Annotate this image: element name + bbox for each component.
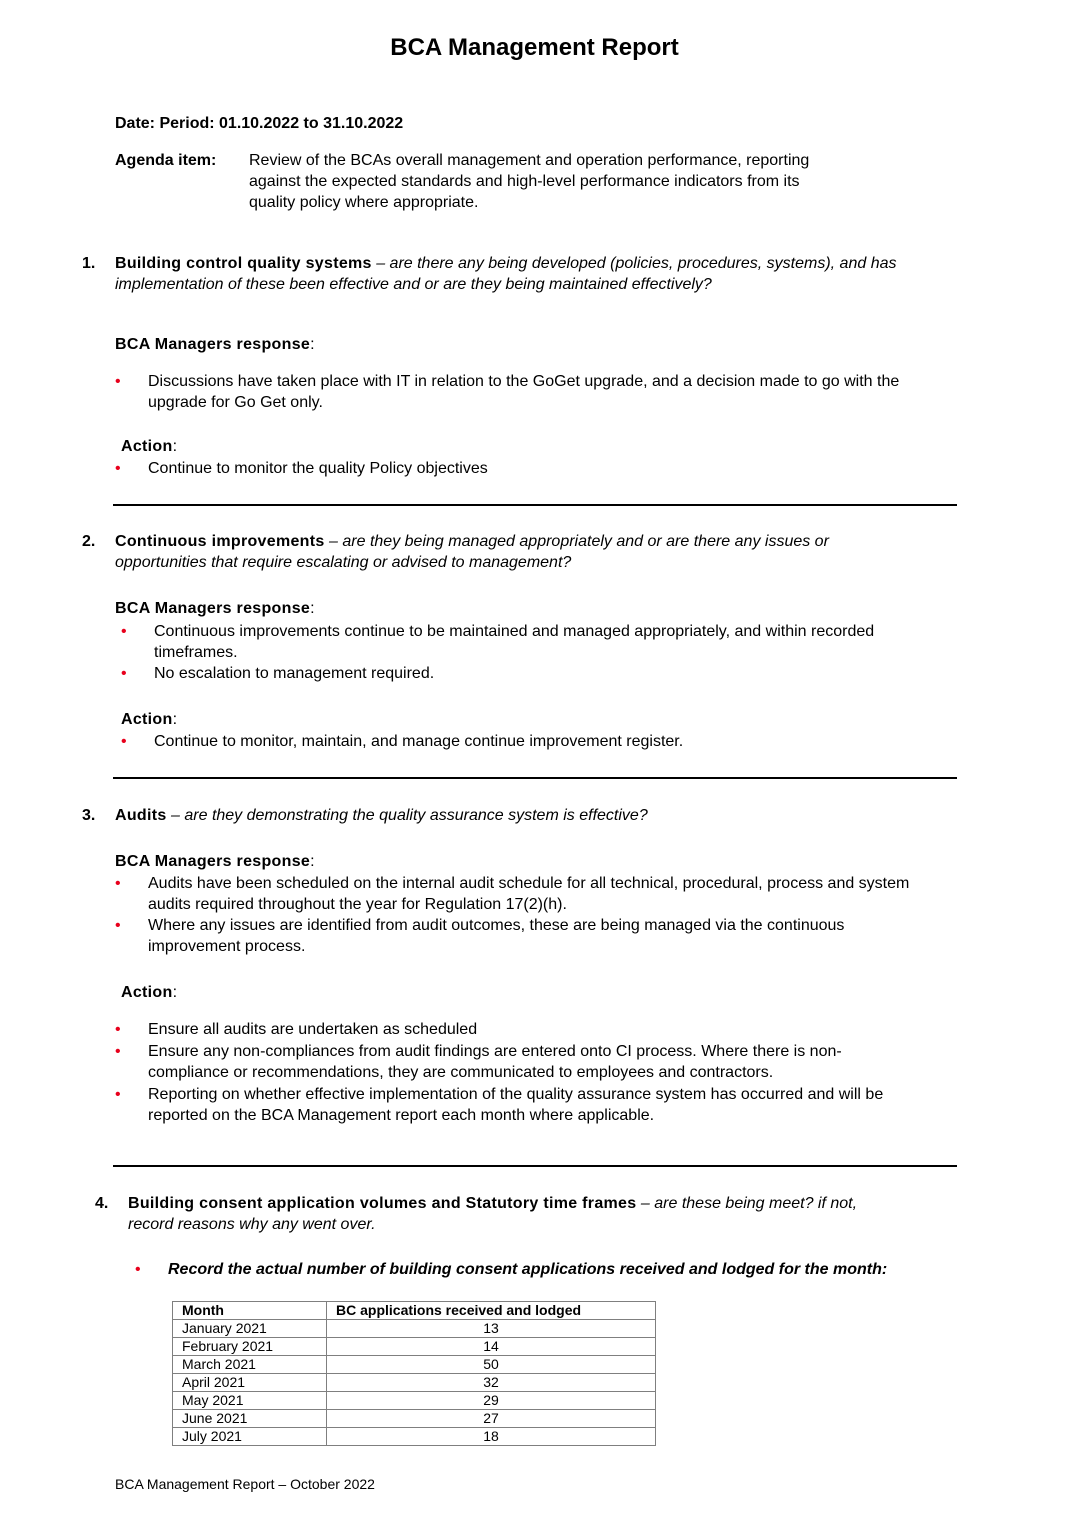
bullet-icon: • [115, 1043, 121, 1060]
section-2-number: 2. [82, 533, 96, 550]
section-1-number: 1. [82, 255, 96, 272]
consent-volume-table [172, 1301, 656, 1446]
table-row [173, 1320, 656, 1338]
bullet-icon: • [115, 875, 121, 892]
section-divider [113, 504, 957, 506]
section-3-action-item: Ensure any non-compliances from audit findings are entered onto CI process. Where there is non- compliance or recommendations, they are communicated to employees and contractors. [148, 1043, 842, 1081]
section-3-action-item: Reporting on whether effective implementation of the quality assurance system has occurred and will be reported on the BCA Management report each month where applicable. [148, 1086, 884, 1124]
count-cell: 13 [327, 1320, 656, 1338]
agenda-text: Review of the BCAs overall management and operation performance, reporting against the expected standards and high-level performance indicators from its quality policy where appropriate. [249, 152, 810, 211]
table-row [173, 1338, 656, 1356]
bullet-icon: • [115, 1086, 121, 1103]
table-row [173, 1392, 656, 1410]
section-divider [113, 777, 957, 779]
section-3-heading [115, 805, 975, 826]
report-title: BCA Management Report [390, 34, 679, 61]
section-2-action-item: Continue to monitor, maintain, and manage continue improvement register. [154, 733, 684, 750]
section-3-question: – are they demonstrating the quality assurance system is effective? [166, 807, 648, 824]
table-row [173, 1356, 656, 1374]
section-2-heading: Continuous improvements – are they being managed appropriately and or are there any issues or opportunities that require escalating or advised to management? [115, 533, 829, 571]
table-header-row [173, 1302, 656, 1320]
section-2-title: Continuous improvements [115, 533, 325, 550]
month-cell: January 2021 [173, 1320, 327, 1338]
section-3-response-item: Where any issues are identified from audit outcomes, these are being managed via the continuous improvement process. [148, 917, 845, 955]
agenda-label: Agenda item: [115, 152, 217, 169]
section-3-action-item: Ensure all audits are undertaken as scheduled [148, 1021, 478, 1038]
column-header-applications: BC applications received and lodged [327, 1302, 656, 1320]
section-3-action-label: Action: [121, 984, 178, 1001]
bullet-icon: • [115, 1021, 121, 1038]
section-2-action-label: Action: [121, 711, 178, 728]
bullet-icon: • [121, 733, 127, 750]
month-cell: June 2021 [173, 1410, 327, 1428]
section-4-number: 4. [95, 1195, 109, 1212]
bullet-icon: • [115, 917, 121, 934]
section-3-number: 3. [82, 807, 96, 824]
month-cell: March 2021 [173, 1356, 327, 1374]
month-cell: May 2021 [173, 1392, 327, 1410]
count-cell: 18 [327, 1428, 656, 1446]
bullet-icon: • [115, 373, 121, 390]
section-1-question: – are there any being developed (policies, procedures, systems), and has [371, 255, 897, 272]
section-divider [113, 1165, 957, 1167]
section-3-title: Audits [115, 807, 167, 824]
count-cell: 32 [327, 1374, 656, 1392]
section-1-title: Building control quality systems [115, 255, 372, 272]
section-2-response-item: No escalation to management required. [154, 665, 435, 682]
count-cell: 27 [327, 1410, 656, 1428]
month-cell: July 2021 [173, 1428, 327, 1446]
bullet-icon: • [135, 1261, 141, 1278]
month-cell: February 2021 [173, 1338, 327, 1356]
table-row [173, 1410, 656, 1428]
section-4-instruction: Record the actual number of building consent applications received and lodged for the month: [168, 1261, 888, 1278]
count-cell: 50 [327, 1356, 656, 1374]
count-cell: 29 [327, 1392, 656, 1410]
section-1-response-label: BCA Managers response: [115, 336, 315, 353]
section-4-question: – are these being meet? if not, [636, 1195, 858, 1212]
table-row [173, 1374, 656, 1392]
section-2-response-label: BCA Managers response: [115, 600, 315, 617]
section-4-heading: Building consent application volumes and Statutory time frames – are these being meet? if not, record reasons why any went over. [128, 1195, 858, 1233]
bullet-icon: • [115, 460, 121, 477]
section-4-title: Building consent application volumes and Statutory time frames [128, 1195, 637, 1212]
section-1-response-item: Discussions have taken place with IT in relation to the GoGet upgrade, and a decision made to go with the upgrade for Go Get only. [148, 373, 900, 411]
table-row [173, 1428, 656, 1446]
section-1-action-label: Action: [121, 438, 178, 455]
bullet-icon: • [121, 623, 127, 640]
column-header-month: Month [173, 1302, 327, 1320]
section-3-response-label: BCA Managers response: [115, 853, 315, 870]
bullet-icon: • [121, 665, 127, 682]
section-2-response-item: Continuous improvements continue to be maintained and managed appropriately, and within recorded timeframes. [154, 623, 875, 661]
month-cell: April 2021 [173, 1374, 327, 1392]
page-footer: BCA Management Report – October 2022 [115, 1476, 375, 1492]
section-1-action-item: Continue to monitor the quality Policy objectives [148, 460, 488, 477]
count-cell: 14 [327, 1338, 656, 1356]
report-date: Date: Period: 01.10.2022 to 31.10.2022 [115, 115, 404, 132]
section-3-response-item: Audits have been scheduled on the internal audit schedule for all technical, procedural, process and system audits required throughout the year for Regulation 17(2)(h). [148, 875, 910, 913]
section-1-heading: Building control quality systems – are there any being developed (policies, procedures, systems), and has implementation of these been effective and or are they being maintained effectively? [115, 255, 897, 293]
section-2-question: – are they being managed appropriately and or are there any issues or [324, 533, 829, 550]
